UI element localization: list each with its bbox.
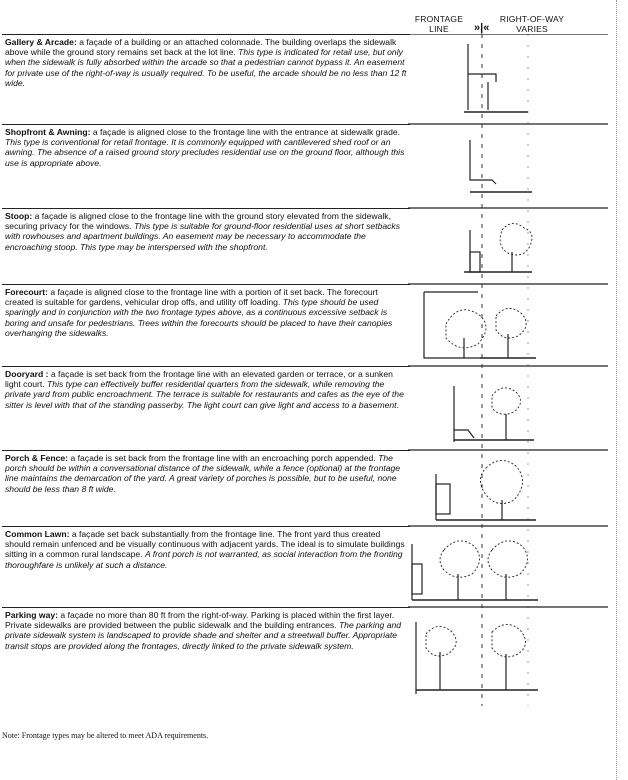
row-porch-fence [2, 450, 410, 526]
type-description: a façade set back substantially from the frontage line. The front yard thus created should remain unfenced and be visually continuous with adjacent yards. The ideal is to simulate buildings sitting in a common rural landscape. [5, 529, 405, 560]
stoop-sketch [464, 223, 532, 272]
type-description: a façade is aligned close to the frontage line with a portion of it set back. The forecourt created is suitable for gardens, vehicular drop offs, and utility off loading. [5, 287, 378, 308]
parking-way-sketch [416, 622, 538, 694]
shopfront-awning-sketch [470, 140, 532, 192]
type-name: Porch & Fence: [5, 453, 69, 463]
type-name: Stoop: [5, 211, 33, 221]
type-notes: The parking and private sidewalk system is landscaped to provide shade and shelter and a streetwall buffer. Appropriate transit stops are provided along the frontages, directly linked to the private sidewalk system. [5, 620, 402, 651]
type-name: Forecourt: [5, 287, 48, 297]
row-parking-way [2, 607, 410, 706]
footnote: Note: Frontage types may be altered to meet ADA requirements. [2, 731, 209, 740]
row-common-lawn [2, 526, 410, 607]
row-gallery-arcade [2, 34, 410, 124]
type-notes: This type can effectively buffer residential quarters from the sidewalk, while removing the private yard from public encroachment. The terrace is suitable for restaurants and cafes as the eye of the sitter is level with that of the standing passerby. The light court can give light and access to a basement. [5, 379, 404, 410]
type-name: Gallery & Arcade: [5, 37, 77, 47]
dooryard-sketch [454, 386, 534, 442]
forecourt-sketch [424, 292, 536, 358]
row-dooryard [2, 366, 410, 450]
frontage-types-table [2, 34, 410, 706]
row-shopfront-awning [2, 124, 410, 208]
frontage-line-header: FRONTAGE LINE [414, 14, 464, 34]
type-description: a façade is aligned close to the frontage line with the entrance at sidewalk grade. [92, 127, 401, 137]
common-lawn-sketch [412, 541, 538, 600]
type-description: a façade of a building or an attached colonnade. The building overlaps the sidewalk above while the ground story remains set back at the lot line. [5, 37, 397, 58]
type-name: Parking way: [5, 610, 59, 620]
type-description: a façade is set back from the frontage line with an elevated garden or terrace, or a sunken light court. [5, 369, 393, 390]
type-name: Shopfront & Awning: [5, 127, 91, 137]
row-stoop [2, 208, 410, 284]
porch-fence-sketch [436, 460, 536, 520]
type-name: Dooryard : [5, 369, 49, 379]
type-name: Common Lawn: [5, 529, 70, 539]
gallery-arcade-sketch [464, 44, 528, 112]
type-notes: This type is conventional for retail frontage. It is commonly equipped with cantilevered shed roof or an awning. The absence of a raised ground story precludes residential use on the ground floor, although this use is appropriate above. [5, 137, 405, 168]
row-forecourt [2, 284, 410, 366]
type-notes: This type should be used sparingly and in conjunction with the two frontage types above, as a continuous excessive setback is boring and unsafe for pedestrians. Trees within the forecourts should be placed to have their canopies overhanging the sidewalks. [5, 297, 393, 338]
type-notes: A front porch is not warranted, as social interaction from the fronting thoroughfare is unlikely at such a distance. [5, 549, 403, 570]
type-notes: This type is suitable for ground-floor residential uses at short setbacks with rowhouses and apartment buildings. An easement may be necessary to accommodate the encroaching stoop. This type may be interspersed with the shopfront. [5, 221, 401, 252]
type-notes: The porch should be within a conversational distance of the sidewalk, while a fence (optional) at the frontage line maintains the demarcation of the yard. A great variety of porches is possible, but to be useful, none should be less than 8 ft wide. [5, 453, 401, 494]
type-notes: This type is indicated for retail use, but only when the sidewalk is fully absorbed within the arcade so that a pedestrian cannot bypass it. An easement for private use of the right-of-way is usually required. To be useful, the arcade should be no less than 12 ft wide. [5, 47, 407, 88]
type-description: a façade is set back from the frontage line with an encroaching porch appended. [70, 453, 379, 463]
type-description: a façade is aligned close to the frontage line with the ground story elevated from the sidewalk, securing privacy for the windows. [5, 211, 391, 232]
boundary-marker-icon: »|« [474, 22, 490, 34]
right-of-way-header: RIGHT-OF-WAY VARIES [499, 14, 565, 34]
frontage-sketches [408, 34, 608, 706]
row-dividers [408, 34, 608, 607]
page-edge [616, 0, 618, 780]
type-description: a façade no more than 80 ft from the right-of-way. Parking is placed within the first layer. Private sidewalks are provided between the public sidewalk and the building entrances. [5, 610, 395, 631]
